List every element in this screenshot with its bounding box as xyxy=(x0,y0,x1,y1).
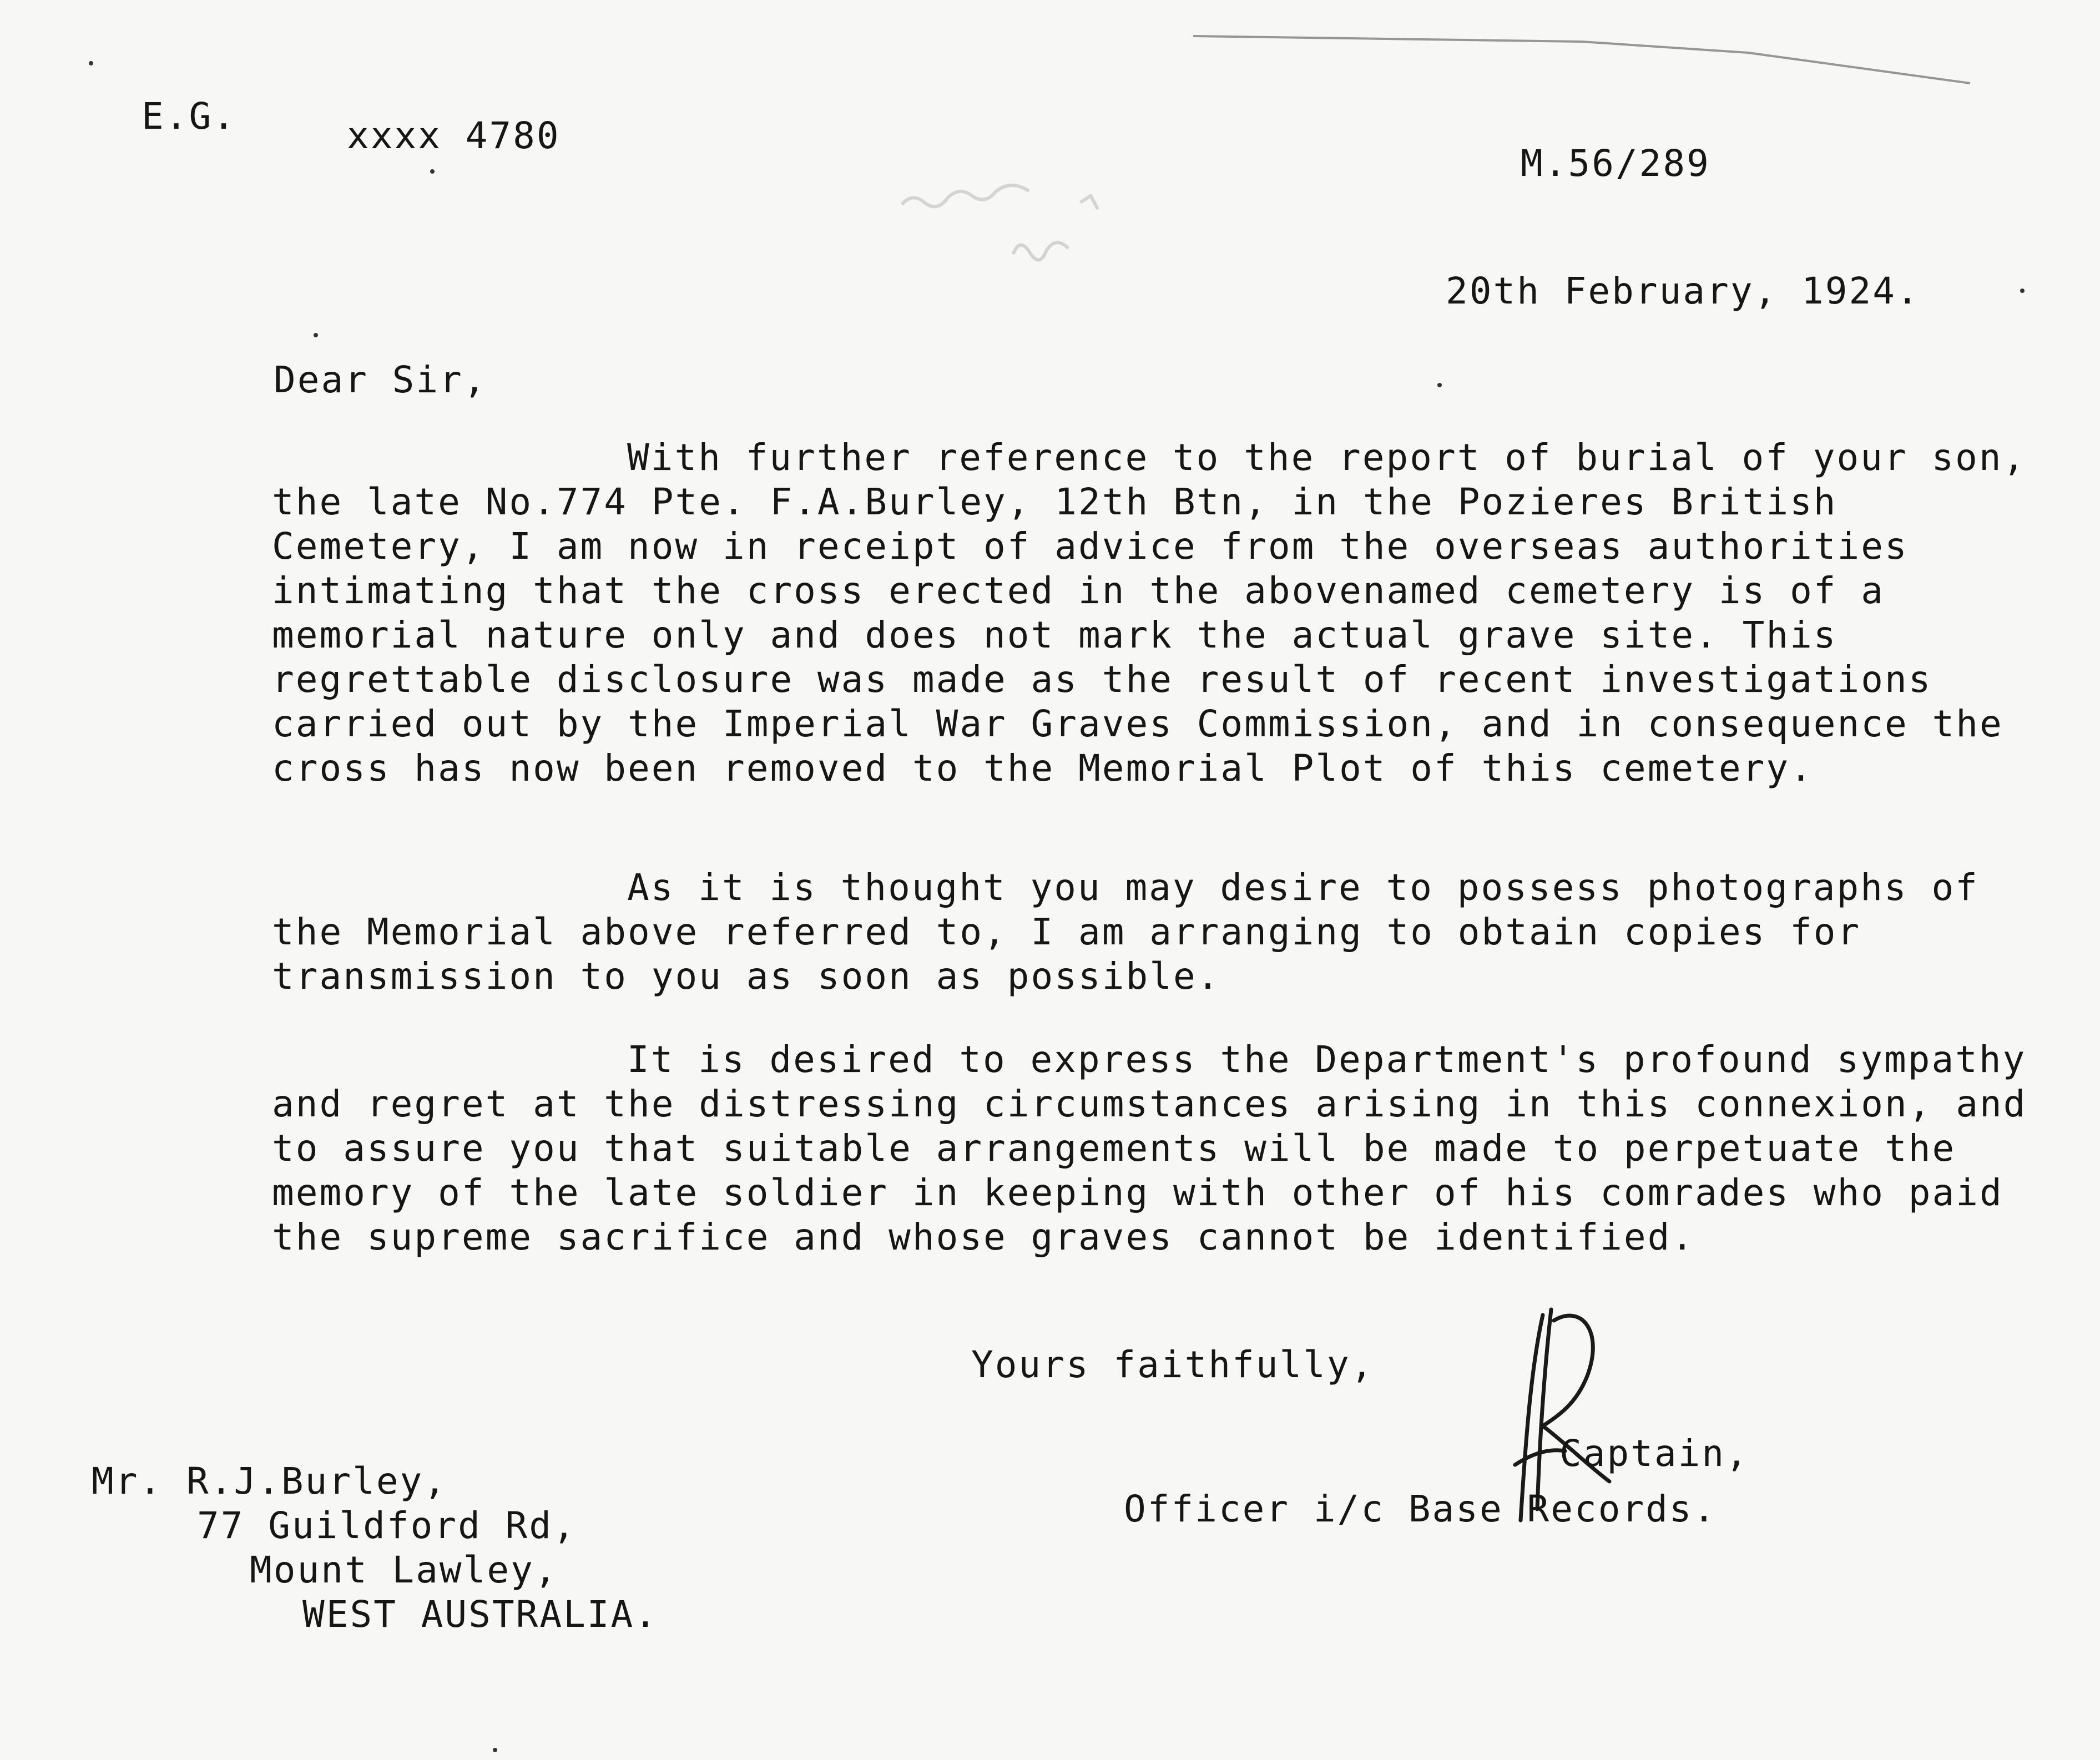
paragraph-1 xyxy=(272,436,2037,791)
signer-rank: Captain, xyxy=(1559,1432,1749,1475)
scan-speck xyxy=(2020,289,2025,293)
paragraph-1-text: With further reference to the report of burial of your son, the late No.774 Pte. F.A.Burley, 12th Btn, in the Pozieres British Cemetery, I am now in receipt of advice from the overseas authorities intimating that the cross erected in the abovenamed cemetery is of a memorial nature only and does not mark the actual grave site. This regrettable disclosure was made as the result of recent investigations carried out by the Imperial War Graves Commission, and in consequence the cross has now been removed to the Memorial Plot of this cemetery. xyxy=(272,436,2027,790)
addressee-name: Mr. R.J.Burley, xyxy=(92,1460,448,1503)
scan-speck xyxy=(1437,383,1442,387)
scan-speck xyxy=(89,61,93,65)
salutation: Dear Sir, xyxy=(274,358,487,401)
paragraph-3 xyxy=(272,1038,2037,1260)
paragraph-2 xyxy=(272,866,2037,999)
signer-title: Officer i/c Base Records. xyxy=(1124,1488,1717,1530)
eg-reference: E.G. xyxy=(142,95,236,138)
letter-date: 20th February, 1924. xyxy=(1446,270,1920,312)
scan-artifact-line xyxy=(1193,31,1998,97)
received-stamp xyxy=(894,150,1215,293)
file-reference: xxxx 4780 xyxy=(347,114,561,157)
addressee-state: WEST AUSTRALIA. xyxy=(302,1593,659,1636)
paragraph-3-text: It is desired to express the Department's profound sympathy and regret at the distressing circumstances arising in this connexion, and to assure you that suitable arrangements will be made to perpetuate the memory of the late soldier in keeping with other of his comrades who paid the supreme sacrifice and whose graves cannot be identified. xyxy=(272,1038,2027,1258)
scan-speck xyxy=(430,169,435,174)
scan-speck xyxy=(493,1748,497,1752)
addressee-street: 77 Guildford Rd, xyxy=(197,1504,577,1547)
m-reference: M.56/289 xyxy=(1521,142,1710,185)
addressee-suburb: Mount Lawley, xyxy=(250,1549,558,1591)
paragraph-2-text: As it is thought you may desire to possess photographs of the Memorial above referred to, I am arranging to obtain copies for transmission to you as soon as possible. xyxy=(272,866,1979,998)
scan-speck xyxy=(314,333,318,337)
closing: Yours faithfully, xyxy=(971,1343,1375,1386)
